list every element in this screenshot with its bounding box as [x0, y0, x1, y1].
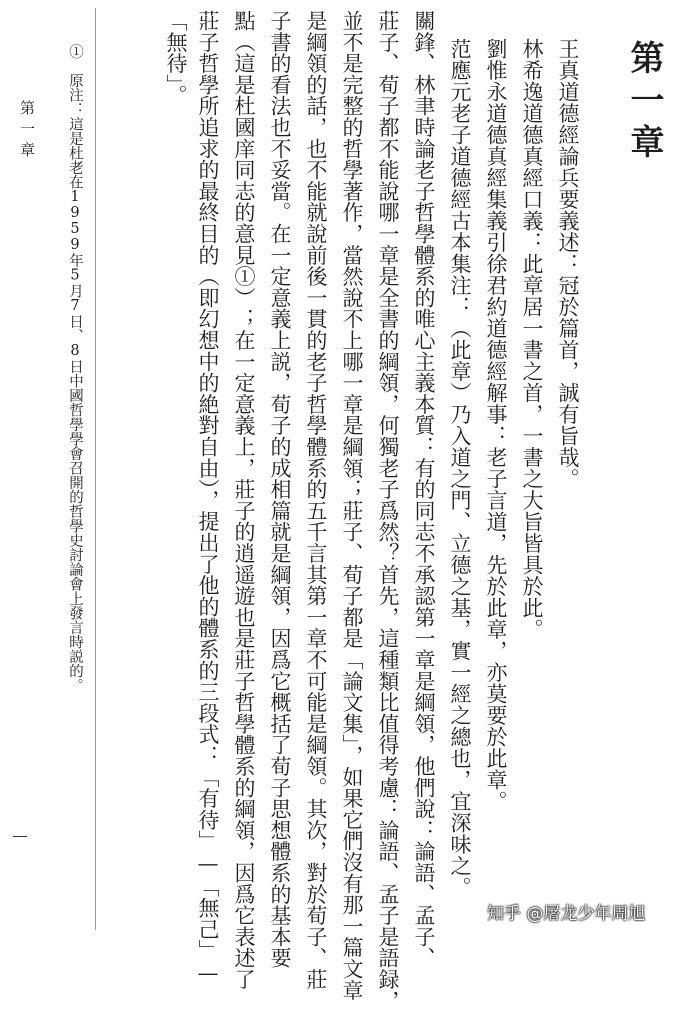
- body-column: 關鋒、林聿時論老子哲學體系的唯心主義本質：有的同志不承認第一章是綱領，他們說：論語、孟子、: [412, 10, 436, 969]
- quote-column: 劉惟永道德真經集義引徐君約道德經解事：老子言道，先於此章，亦莫要於此章。: [484, 38, 508, 812]
- body-column: 是綱領的話，也不能就說前後一貫的老子哲學體系的五千言其第一章不可能是綱領。其次，對於荀子、莊: [304, 10, 328, 990]
- watermark: 知乎 @屠龙少年周旭: [487, 904, 646, 924]
- page-number: [13, 836, 27, 837]
- footnote-divider: [95, 8, 96, 930]
- body-column: 點（這是杜國庠同志的意見①）；在一定意義上，莊子的逍遥遊也是莊子哲學體系的綱領，因爲它表述了: [232, 10, 256, 990]
- body-column: 並不是完整的哲學著作，當然說不上哪一章是綱領；莊子、荀子都是「論文集」，如果它們沒有那一篇文章: [340, 10, 364, 1001]
- chapter-title: 第一章: [624, 40, 664, 166]
- quote-column: 林希逸道德真經口義：此章居一書之首，一書之大旨皆具於此。: [520, 38, 544, 640]
- body-column: 莊子、荀子都不能說哪一章是全書的綱領，何獨老子爲然？首先，這種類比值得考慮：論語、孟子是語録，: [376, 10, 400, 1011]
- running-head: 第一章: [18, 100, 36, 163]
- quote-column: 范應元老子道德經古本集注：（此章）乃入道之門、立德之基，實一經之總也，宜深味之。: [448, 38, 472, 898]
- body-column: 莊子哲學所追求的最終目的（即幻想中的絶對自由），提出了他的體系的三段式：「有待」—「無己」—: [196, 10, 220, 986]
- body-column: 「無待」。: [164, 10, 188, 106]
- body-column: 子書的看法也不妥當。在一定意義上説，荀子的成相篇就是綱領，因爲它概括了荀子思想體系的基本要: [268, 10, 292, 969]
- quote-column: 王真道德經論兵要義述：冠於篇首，誠有旨哉。: [556, 38, 580, 490]
- footnote: ① 原注：這是杜老在1959年5月7日、8日中國哲學學會召開的哲學史討論會上發言時説的。: [67, 44, 83, 693]
